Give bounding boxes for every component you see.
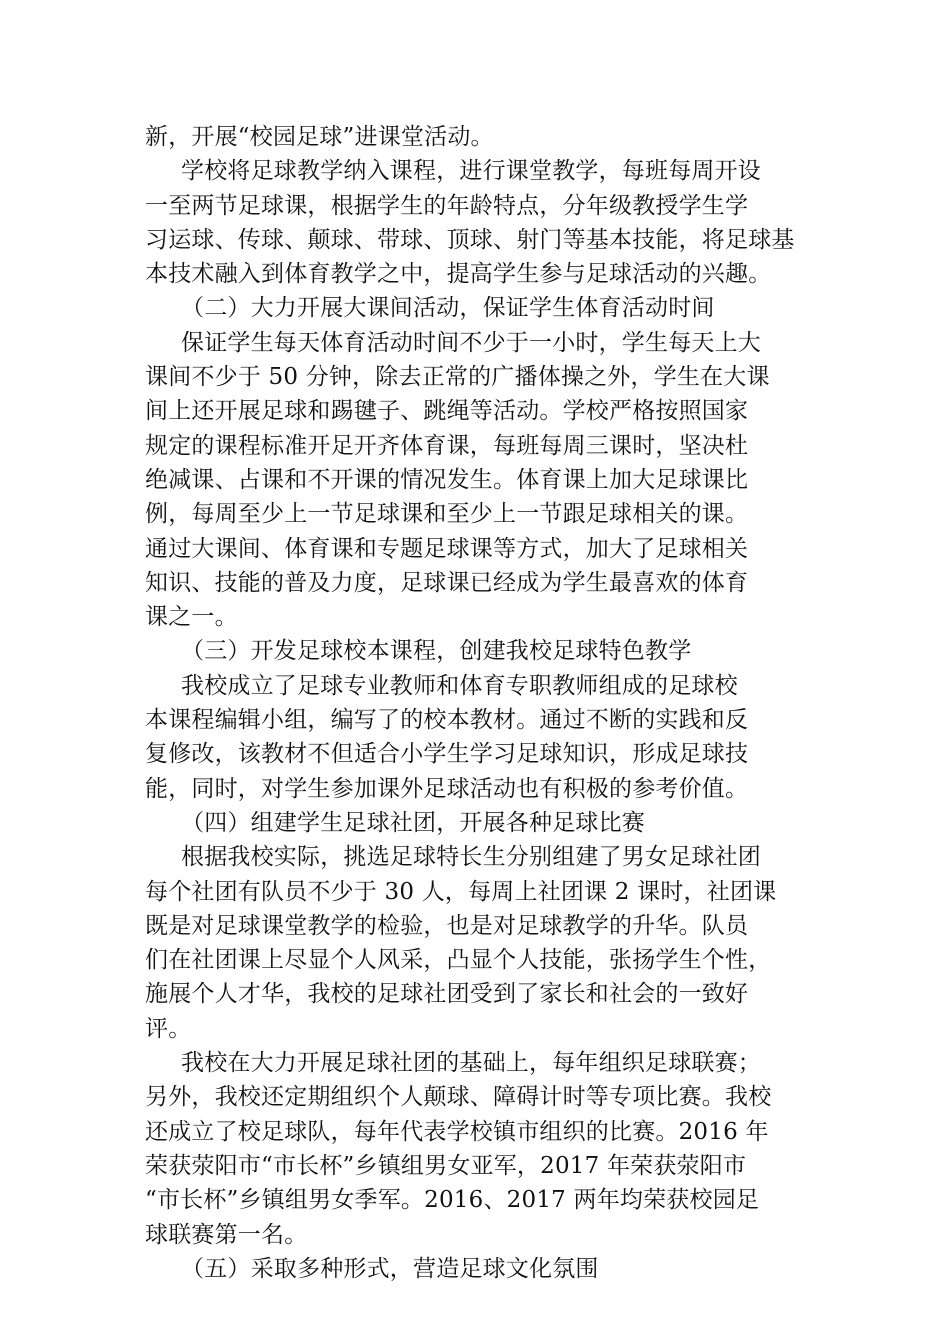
text-line: “市长杯”乡镇组男女季军。2016、2017 两年均荣获校园足 xyxy=(145,1187,760,1214)
paragraph-start: 我校在大力开展足球社团的基础上，每年组织足球联赛； xyxy=(181,1050,761,1077)
section-heading: （二）大力开展大课间活动，保证学生体育活动时间 xyxy=(181,295,715,322)
section-heading: （四）组建学生足球社团，开展各种足球比赛 xyxy=(181,809,645,836)
text-line: 球联赛第一名。 xyxy=(145,1221,308,1248)
text-line: 例，每周至少上一节足球课和至少上一节跟足球相关的课。 xyxy=(145,501,749,528)
section-heading: （五）采取多种形式，营造足球文化氛围 xyxy=(181,1255,599,1282)
text-line: 荣获荥阳市“市长杯”乡镇组男女亚军，2017 年荣获荥阳市 xyxy=(145,1152,747,1179)
text-line: 既是对足球课堂教学的检验，也是对足球教学的升华。队员 xyxy=(145,912,749,939)
text-line: 复修改，该教材不但适合小学生学习足球知识，形成足球技 xyxy=(145,741,749,768)
text-line: 课之一。 xyxy=(145,604,238,631)
text-line: 本技术融入到体育教学之中，提高学生参与足球活动的兴趣。 xyxy=(145,261,772,288)
text-line: 间上还开展足球和踢毽子、跳绳等活动。学校严格按照国家 xyxy=(145,398,749,425)
document-page xyxy=(145,120,817,1286)
text-line: 还成立了校足球队，每年代表学校镇市组织的比赛。2016 年 xyxy=(145,1118,769,1145)
text-line: 施展个人才华，我校的足球社团受到了家长和社会的一致好 xyxy=(145,981,749,1008)
text-line: 本课程编辑小组，编写了的校本教材。通过不断的实践和反 xyxy=(145,707,749,734)
paragraph-start: 根据我校实际，挑选足球特长生分别组建了男女足球社团 xyxy=(181,844,761,871)
text-line: 规定的课程标准开足开齐体育课，每班每周三课时，坚决杜 xyxy=(145,432,749,459)
paragraph-start: 保证学生每天体育活动时间不少于一小时，学生每天上大 xyxy=(181,329,761,356)
section-heading: （三）开发足球校本课程，创建我校足球特色教学 xyxy=(181,638,692,665)
text-line: 们在社团课上尽显个人风采，凸显个人技能，张扬学生个性， xyxy=(145,947,772,974)
text-line: 知识、技能的普及力度，足球课已经成为学生最喜欢的体育 xyxy=(145,569,749,596)
text-line: 绝减课、占课和不开课的情况发生。体育课上加大足球课比 xyxy=(145,466,749,493)
text-line: 习运球、传球、颠球、带球、顶球、射门等基本技能，将足球基 xyxy=(145,226,795,253)
paragraph-start: 我校成立了足球专业教师和体育专职教师组成的足球校 xyxy=(181,672,738,699)
text-line: 课间不少于 50 分钟，除去正常的广播体操之外，学生在大课 xyxy=(145,364,770,391)
text-line: 另外，我校还定期组织个人颠球、障碍计时等专项比赛。我校 xyxy=(145,1084,772,1111)
text-line: 评。 xyxy=(145,1015,192,1042)
text-line: 新，开展“校园足球”进课堂活动。 xyxy=(145,124,494,150)
paragraph-start: 学校将足球教学纳入课程，进行课堂教学，每班每周开设 xyxy=(181,158,761,185)
text-line: 能，同时，对学生参加课外足球活动也有积极的参考价值。 xyxy=(145,775,749,802)
text-line: 每个社团有队员不少于 30 人，每周上社团课 2 课时，社团课 xyxy=(145,878,777,905)
text-line: 一至两节足球课，根据学生的年龄特点，分年级教授学生学 xyxy=(145,192,749,219)
text-line: 通过大课间、体育课和专题足球课等方式，加大了足球相关 xyxy=(145,535,749,562)
